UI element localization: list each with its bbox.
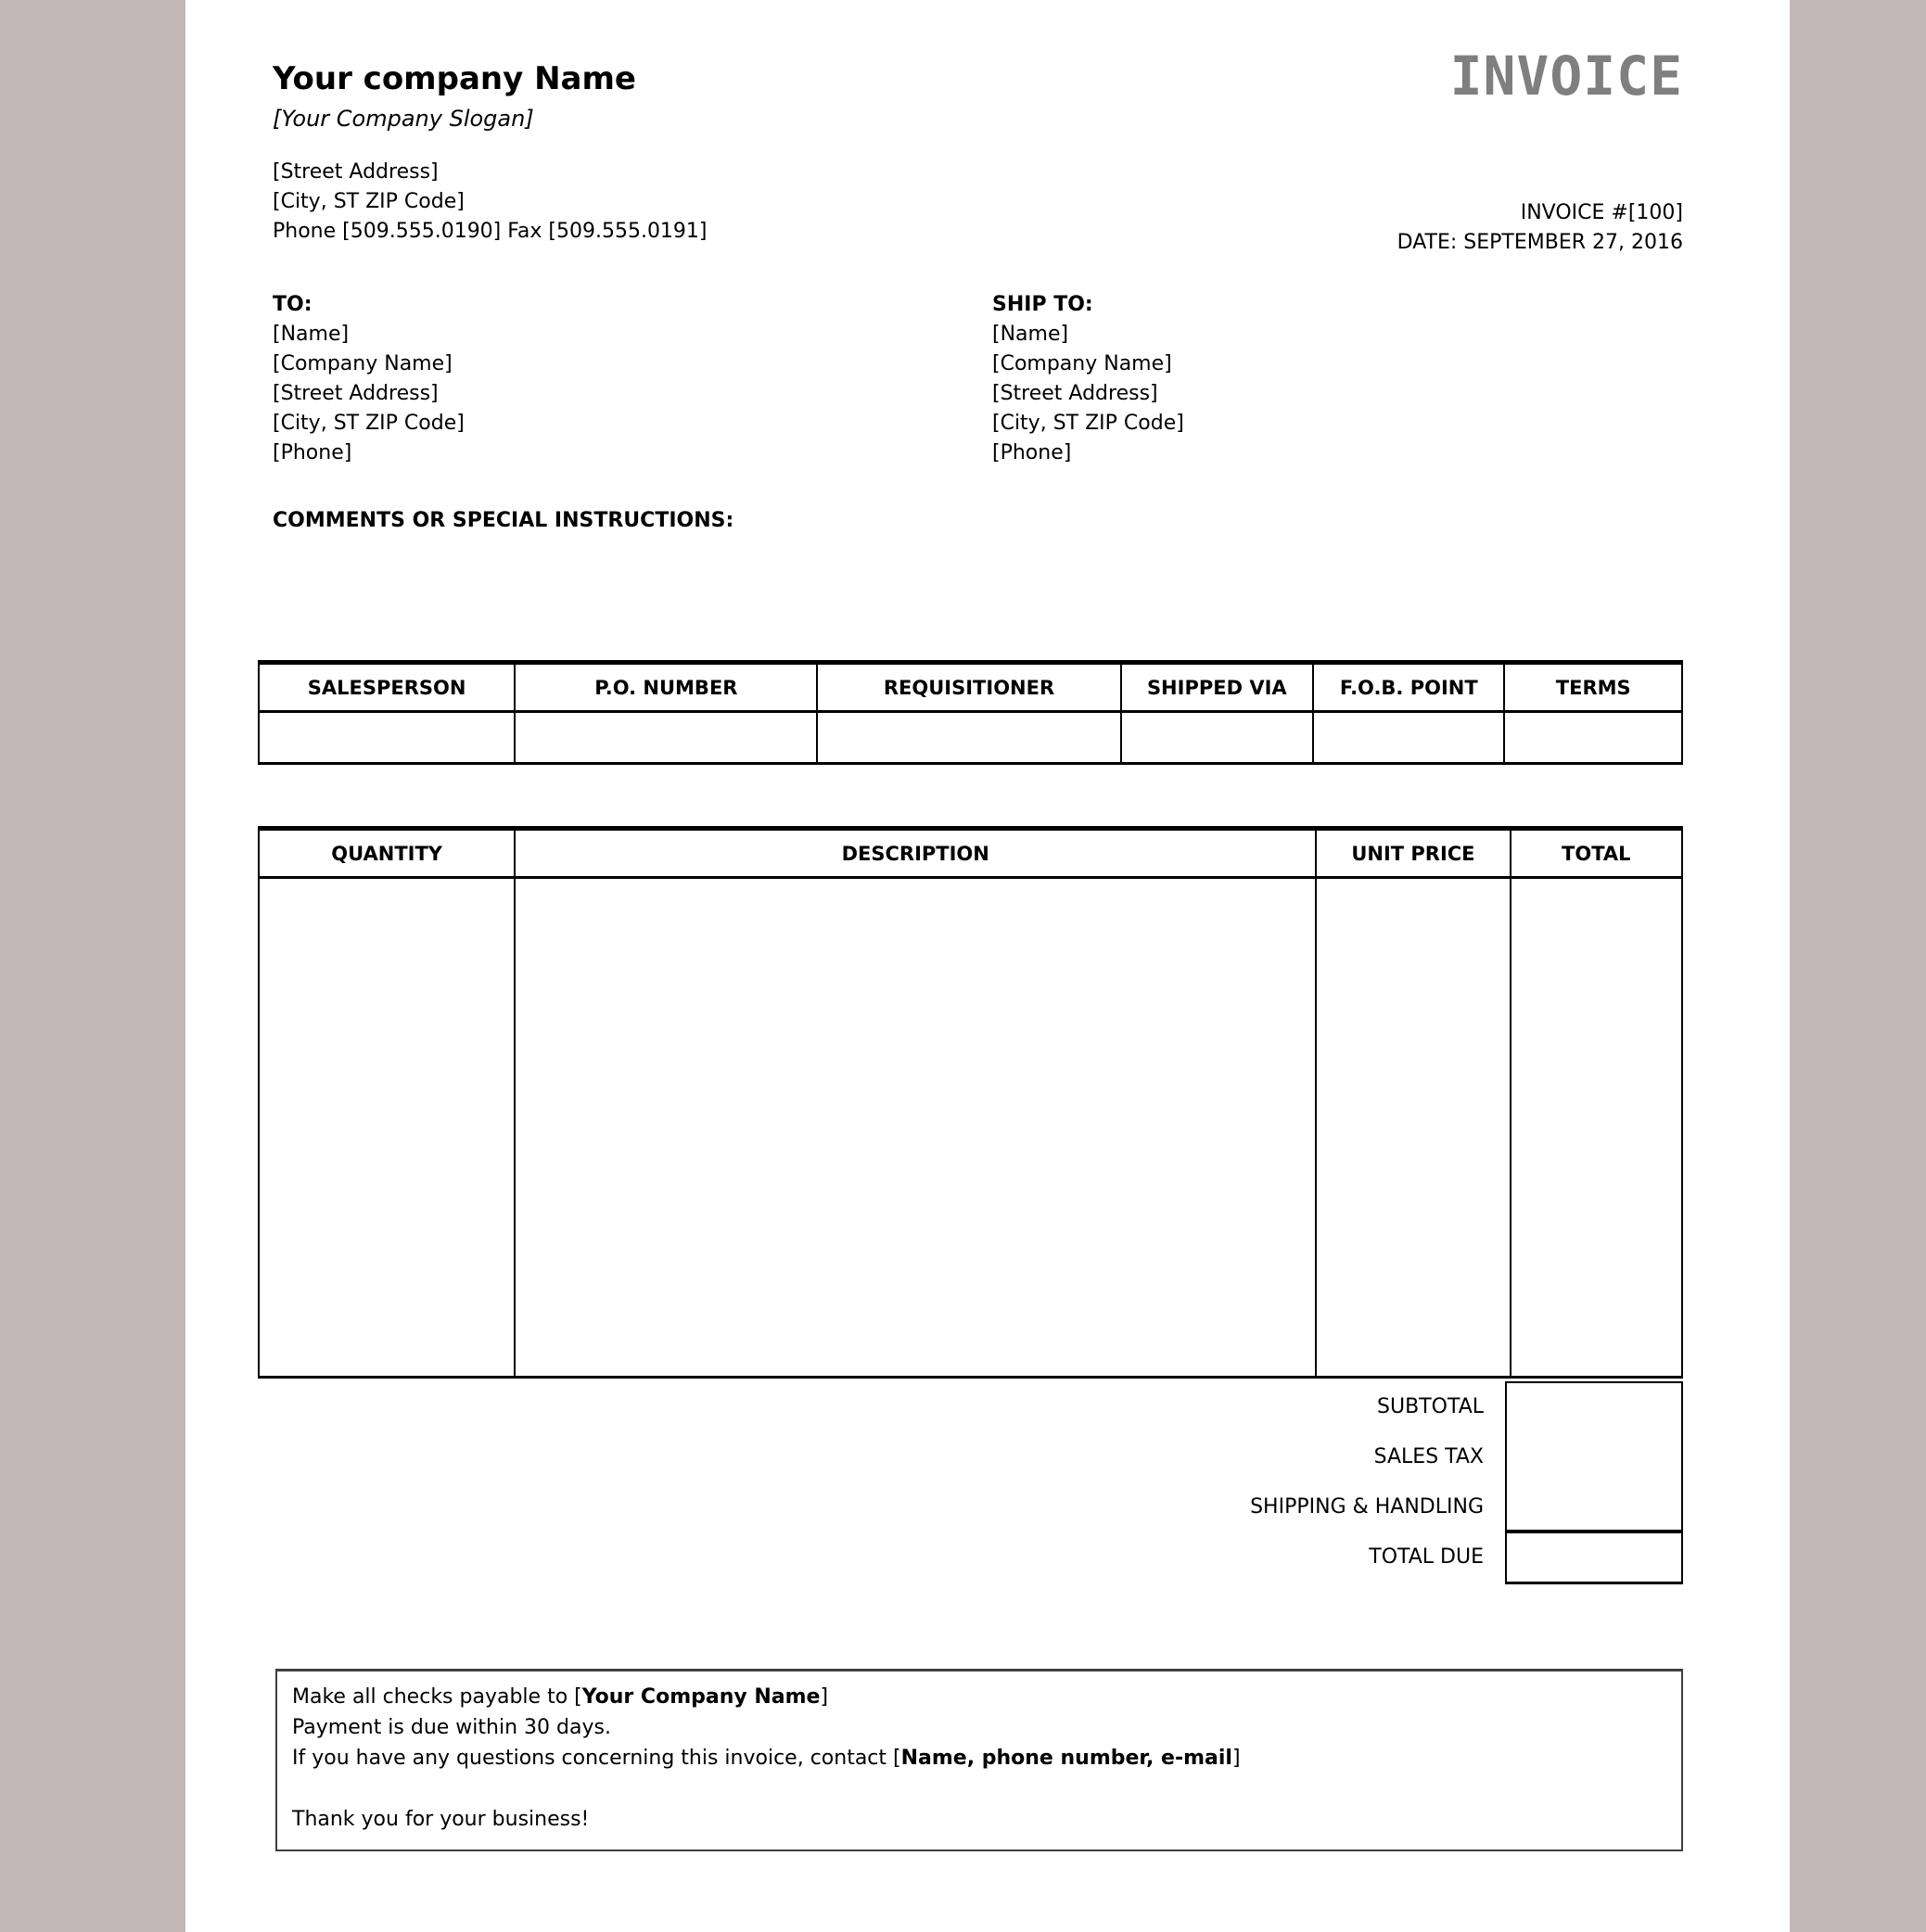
questions-contact-prefix: If you have any questions concerning this invoice, contact [ — [292, 1747, 901, 1770]
company-slogan: [Your Company Slogan] — [273, 106, 534, 132]
questions-contact-name: Name, phone number, e-mail — [900, 1747, 1232, 1770]
total-due-amount-box[interactable] — [1505, 1532, 1683, 1584]
bill-to-street: [Street Address] — [273, 382, 439, 405]
column-header-requisitioner: REQUISITIONER — [818, 665, 1121, 713]
column-header-shipped-via: SHIPPED VIA — [1122, 665, 1314, 713]
column-header-unit-price: UNIT PRICE — [1317, 831, 1511, 879]
sales-tax-label: SALES TAX — [1373, 1444, 1484, 1468]
order-info-table — [258, 660, 1683, 765]
requisitioner-cell[interactable] — [818, 713, 1121, 762]
totals-amounts-box[interactable] — [1505, 1381, 1683, 1532]
company-phone-fax: Phone [509.555.0190] Fax [509.555.0191] — [273, 220, 708, 243]
company-street-address: [Street Address] — [273, 160, 439, 184]
bill-to-name: [Name] — [273, 323, 350, 346]
column-header-po-number: P.O. NUMBER — [516, 665, 818, 713]
comments-label: COMMENTS OR SPECIAL INSTRUCTIONS: — [273, 509, 734, 532]
invoice-page — [185, 0, 1790, 1932]
line-items-table — [258, 826, 1683, 1379]
bill-to-block — [273, 290, 465, 468]
subtotal-label: SUBTOTAL — [1377, 1394, 1484, 1418]
column-header-salesperson: SALESPERSON — [260, 665, 516, 713]
questions-contact-suffix: ] — [1231, 1747, 1241, 1770]
column-header-terms: TERMS — [1505, 665, 1680, 713]
total-due-label: TOTAL DUE — [1369, 1544, 1484, 1569]
thank-you-line: Thank you for your business! — [292, 1808, 590, 1831]
payment-due-line: Payment is due within 30 days. — [292, 1716, 611, 1739]
checks-payable-suffix: ] — [820, 1685, 829, 1709]
questions-contact-line — [292, 1743, 1666, 1773]
company-city-state-zip: [City, ST ZIP Code] — [273, 190, 465, 213]
column-header-total: TOTAL — [1511, 831, 1681, 879]
checks-payable-company: Your Company Name — [581, 1685, 821, 1709]
bill-to-city-state-zip: [City, ST ZIP Code] — [273, 412, 465, 435]
checks-payable-line — [292, 1682, 1666, 1712]
bill-to-phone: [Phone] — [273, 441, 352, 464]
ship-to-phone: [Phone] — [992, 441, 1072, 464]
column-header-description: DESCRIPTION — [516, 831, 1317, 879]
footer-spacer — [292, 1773, 1666, 1804]
ship-to-label: SHIP TO: — [992, 293, 1093, 316]
bill-to-company: [Company Name] — [273, 352, 453, 375]
column-header-quantity: QUANTITY — [260, 831, 516, 879]
ship-to-block — [992, 290, 1184, 468]
totals-labels — [258, 1381, 1484, 1582]
description-cell[interactable] — [516, 879, 1317, 1376]
shipped-via-cell[interactable] — [1122, 713, 1314, 762]
column-header-fob-point: F.O.B. POINT — [1314, 665, 1505, 713]
unit-price-cell[interactable] — [1317, 879, 1511, 1376]
salesperson-cell[interactable] — [260, 713, 516, 762]
invoice-meta-block — [1397, 198, 1683, 258]
shipping-handling-label: SHIPPING & HANDLING — [1250, 1494, 1484, 1519]
ship-to-city-state-zip: [City, ST ZIP Code] — [992, 412, 1184, 435]
invoice-date: DATE: SEPTEMBER 27, 2016 — [1397, 231, 1683, 254]
bill-to-label: TO: — [273, 293, 312, 316]
po-number-cell[interactable] — [516, 713, 818, 762]
ship-to-company: [Company Name] — [992, 352, 1172, 375]
ship-to-street: [Street Address] — [992, 382, 1158, 405]
company-address-block — [273, 158, 708, 247]
quantity-cell[interactable] — [260, 879, 516, 1376]
company-name: Your company Name — [273, 60, 636, 97]
invoice-number: INVOICE #[100] — [1520, 201, 1683, 224]
fob-point-cell[interactable] — [1314, 713, 1505, 762]
checks-payable-prefix: Make all checks payable to [ — [292, 1685, 582, 1709]
invoice-title: INVOICE — [1449, 44, 1683, 108]
terms-cell[interactable] — [1505, 713, 1680, 762]
total-cell[interactable] — [1511, 879, 1681, 1376]
ship-to-name: [Name] — [992, 323, 1069, 346]
payment-instructions-box — [275, 1669, 1683, 1851]
